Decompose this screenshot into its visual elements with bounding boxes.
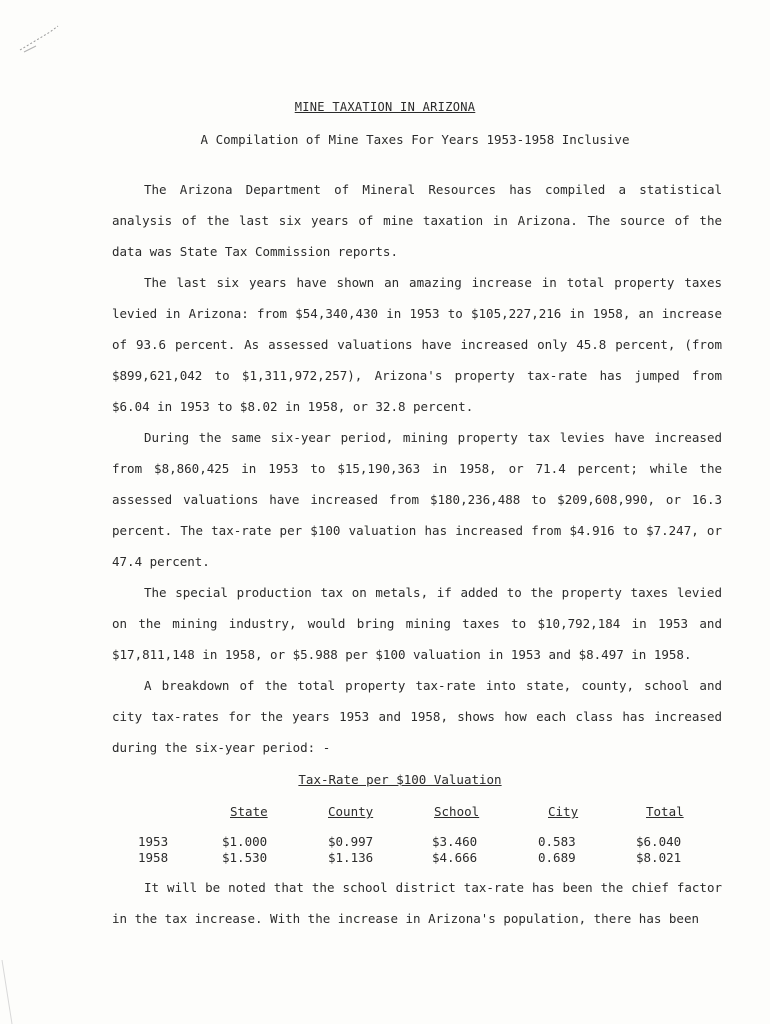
header-state: State xyxy=(230,804,268,819)
paragraph-4: The special production tax on metals, if added to the property taxes levied on the mining industry, would bring mining taxes to $10,792,184 in 1953 and $17,811,148 in 1958, or $5.988 per $100 valuation in 1953 and $8.497 in 1958. xyxy=(112,585,722,662)
row-1958-school: $4.666 xyxy=(432,850,478,865)
paragraph-2: The last six years have shown an amazing increase in total property taxes levied in Arizona: from $54,340,430 in 1953 to $105,227,216 in 1958, an increase of 93.6 percent. As assessed valuations have increased only 45.8 percent, (from $899,621,042 to $1,311,972,257), Arizona's property tax-rate has jumped from $6.04 in 1953 to $8.02 in 1958, or 32.8 percent. xyxy=(112,275,722,414)
scan-artifact-mark xyxy=(16,20,64,56)
row-1958-county: $1.136 xyxy=(328,850,374,865)
closing-text xyxy=(112,872,722,934)
row-1953-city: 0.583 xyxy=(538,834,576,849)
document-subtitle: A Compilation of Mine Taxes For Years 1953-1958 Inclusive xyxy=(200,132,630,147)
body-text xyxy=(112,174,722,763)
row-1953-year: 1953 xyxy=(138,834,169,849)
closing-paragraph: It will be noted that the school district tax-rate has been the chief factor in the tax increase. With the increase in Arizona's population, there has been xyxy=(112,880,722,926)
row-1958-year: 1958 xyxy=(138,850,169,865)
row-1953-county: $0.997 xyxy=(328,834,374,849)
header-total: Total xyxy=(646,804,684,819)
scan-edge-shadow xyxy=(0,960,30,1024)
header-county: County xyxy=(328,804,374,819)
row-1958-city: 0.689 xyxy=(538,850,576,865)
document-title: MINE TAXATION IN ARIZONA xyxy=(294,100,476,114)
row-1953-total: $6.040 xyxy=(636,834,682,849)
paragraph-3: During the same six-year period, mining property tax levies have increased from $8,860,425 in 1953 to $15,190,363 in 1958, or 71.4 percent; while the assessed valuations have increased from $180,236,488 to $209,608,990, or 16.3 percent. The tax-rate per $100 valuation has increased from $4.916 to $7.247, or 47.4 percent. xyxy=(112,430,722,569)
row-1958-total: $8.021 xyxy=(636,850,682,865)
header-school: School xyxy=(434,804,480,819)
table-title: Tax-Rate per $100 Valuation xyxy=(298,772,502,787)
paragraph-5: A breakdown of the total property tax-rate into state, county, school and city tax-rates for the years 1953 and 1958, shows how each class has increased during the six-year period: - xyxy=(112,678,722,755)
row-1953-state: $1.000 xyxy=(222,834,268,849)
header-city: City xyxy=(548,804,579,819)
row-1958-state: $1.530 xyxy=(222,850,268,865)
row-1953-school: $3.460 xyxy=(432,834,478,849)
paragraph-1: The Arizona Department of Mineral Resources has compiled a statistical analysis of the last six years of mine taxation in Arizona. The source of the data was State Tax Commission reports. xyxy=(112,182,722,259)
